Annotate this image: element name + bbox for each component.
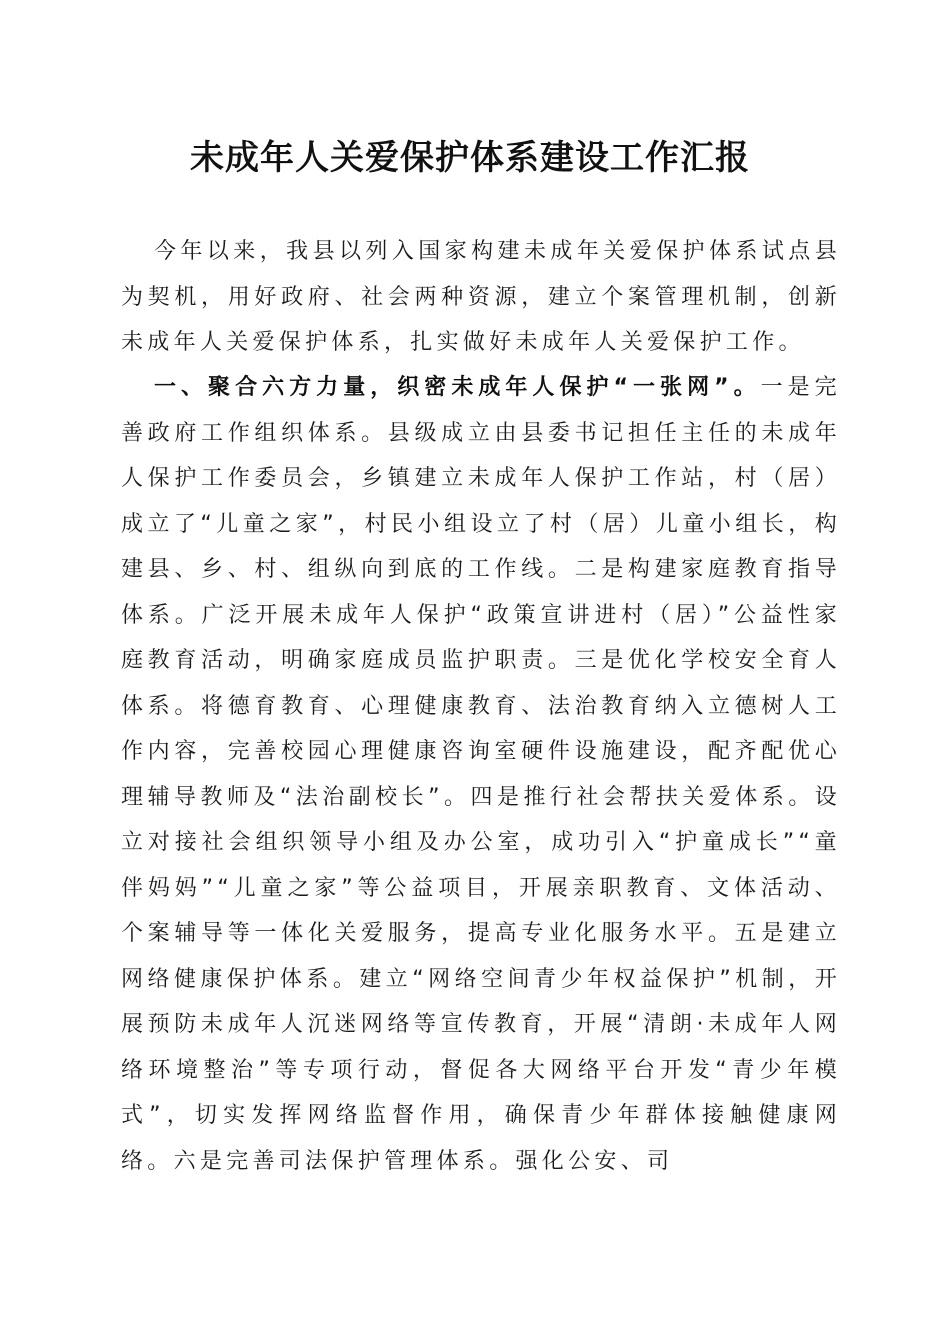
section-one-heading: 一、聚合六方力量，织密未成年人保护“一张网”。 [154,375,761,400]
section-one-body: 一是完善政府工作组织体系。县级成立由县委书记担任主任的未成年人保护工作委员会，乡镇建立未成年人保护工作站，村（居）成立了“儿童之家”，村民小组设立了村（居）儿童小组长，构建县、乡、村、组纵向到底的工作线。二是构建家庭教育指导体系。广泛开展未成年人保护“政策宣讲进村（居）”公益性家庭教育活动，明确家庭成员监护职责。三是优化学校安全育人体系。将德育教育、心理健康教育、法治教育纳入立德树人工作内容，完善校园心理健康咨询室硬件设施建设，配齐配优心理辅导教师及“法治副校长”。四是推行社会帮扶关爱体系。设立对接社会组织领导小组及办公室，成功引入“护童成长”“童伴妈妈”“儿童之家”等公益项目，开展亲职教育、文体活动、个案辅导等一体化关爱服务，提高专业化服务水平。五是建立网络健康保护体系。建立“网络空间青少年权益保护”机制，开展预防未成年人沉迷网络等宣传教育，开展“清朗·未成年人网络环境整治”等专项行动，督促各大网络平台开发“青少年模式”，切实发挥网络监督作用，确保青少年群体接触健康网络。六是完善司法保护管理体系。强化公安、司 [121,375,841,1174]
section-one-paragraph [121,365,841,1184]
intro-paragraph: 今年以来，我县以列入国家构建未成年关爱保护体系试点县为契机，用好政府、社会两种资源，建立个案管理机制，创新未成年人关爱保护体系，扎实做好未成年人关爱保护工作。 [121,239,841,355]
document-title: 未成年人关爱保护体系建设工作汇报 [190,138,750,178]
